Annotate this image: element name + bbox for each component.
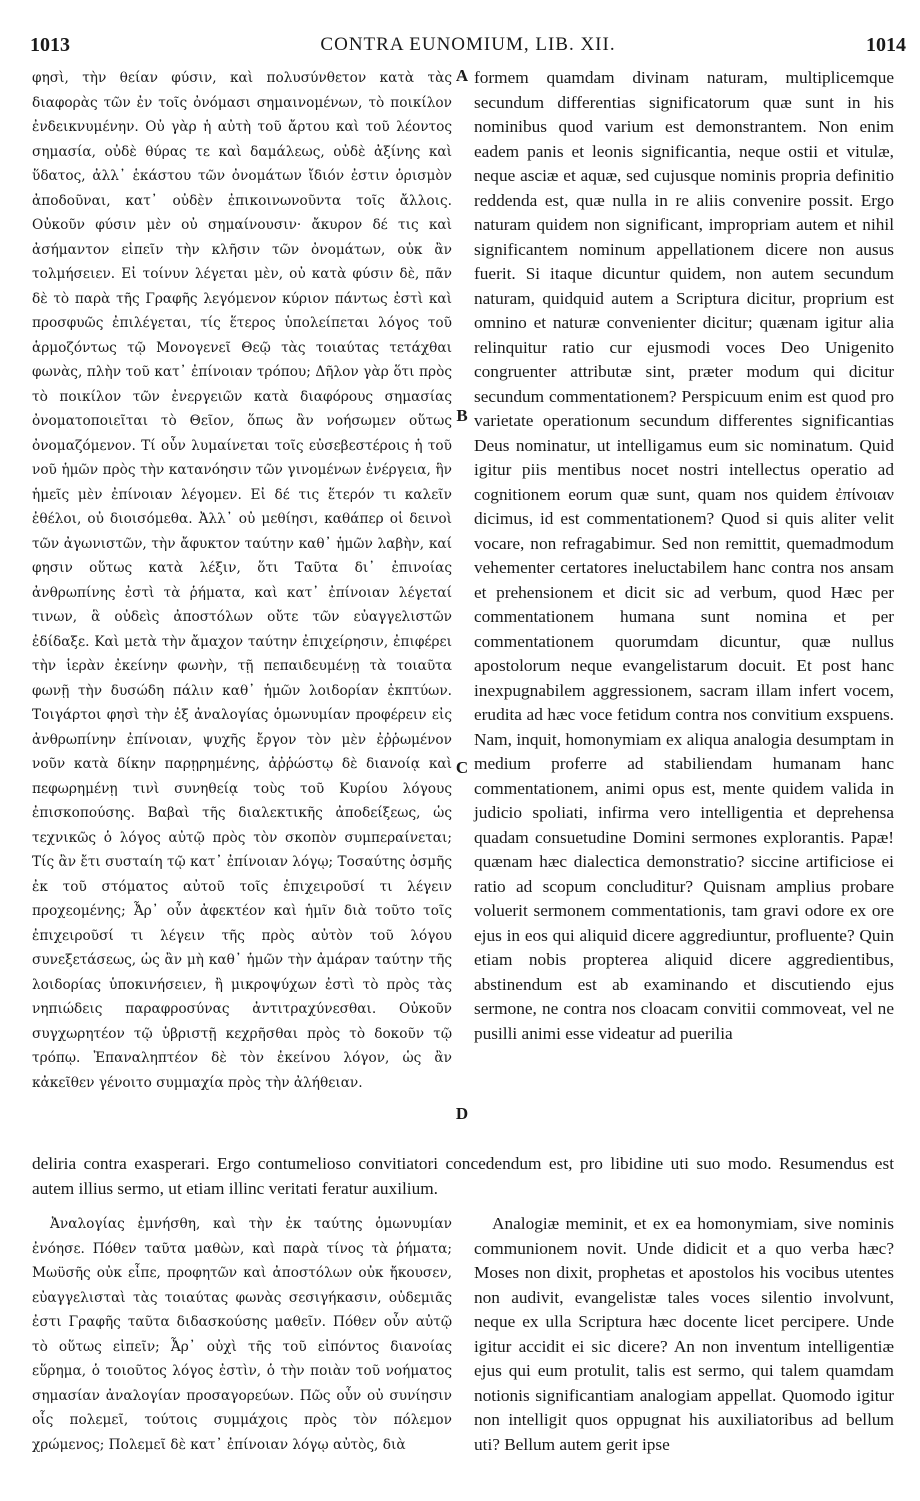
greek-column-bottom xyxy=(32,1212,452,1457)
spanning-paragraph: deliria contra exasperari. Ergo contumelioso convitiatori concedendum est, pro libidine uti suo modo. Resumendus est autem illius sermo, ut etiam illinc veritati feratur auxilium. xyxy=(32,1154,894,1198)
greek-paragraph-bottom: Ἀναλογίας ἐμνήσθη, καὶ τὴν ἐκ ταύτης ὁμωνυμίαν ἐνόησε. Πόθεν ταῦτα μαθὼν, καὶ παρὰ τίνος τὰ ῥήματα; Μωϋσῆς οὐκ εἶπε, προφητῶν καὶ ἀποστόλων οὐκ ἤκουσεν, εὐαγγελισταὶ τὰς τοιαύτας φωνὰς σεσιγήκασιν, οὐδεμιᾶς ἐστι Γραφῆς ταῦτα διδασκούσης μαθεῖν. Πόθεν οὖν αὐτῷ τὸ οὕτως εἰπεῖν; Ἆρ᾽ οὐχὶ τῆς τοῦ εἰπόντος διανοίας εὕρημα, ὁ τοιοῦτος λόγος ἐστὶν, ὁ τὴν ποιὰν τοῦ νοήματος σημασίαν ἀναλογίαν προσαγορεύων. Πῶς οὖν οὐ συνίησιν οἷς πολεμεῖ, τούτοις συμμάχοις πρὸς τὸν πόλεμον χρώμενος; Πολεμεῖ δὲ κατ᾽ ἐπίνοιαν λόγῳ αὐτὸς, διὰ xyxy=(32,1216,452,1453)
running-header xyxy=(30,34,906,62)
margin-marker-a: A xyxy=(455,66,469,85)
left-page-number: 1013 xyxy=(30,34,70,56)
latin-column-top xyxy=(474,66,894,1046)
latin-paragraph-bottom: Analogiæ meminit, et ex ea homonymiam, sive nominis communionem novit. Unde didicit et a quo verba hæc? Moses non dixit, prophetas et apostolos his vocibus utentes non audivit, evangelistæ tales voces silentio involvunt, neque ex ulla Scriptura hæc docente licet percipere. Unde igitur accidit ei sic dicere? An non inventum intelligentiæ ejus qui eum protulit, talis est sermo, qui talem quamdam notionis significantiam analogiam appellat. Quomodo igitur non intelligit quos oppugnat his auxiliatoribus ad bellum uti? Bellum autem gerit ipse xyxy=(474,1214,894,1454)
margin-marker-b: B xyxy=(456,406,468,425)
spanning-latin-text xyxy=(32,1152,894,1201)
running-title: CONTRA EUNOMIUM, LIB. XII. xyxy=(320,34,616,55)
margin-marker-c: C xyxy=(455,758,469,777)
right-page-number: 1014 xyxy=(866,34,906,56)
greek-column-top xyxy=(32,66,452,1095)
greek-paragraph: φησὶ, τὴν θείαν φύσιν, καὶ πολυσύνθετον κατὰ τὰς διαφορὰς τῶν ἐν τοῖς ὀνόμασι σημαινομένων, τὸ ποικίλον ἐνδεικνυμένην. Οὐ γὰρ ἡ αὐτὴ τοῦ ἄρτου καὶ τοῦ λέοντος σημασία, οὐδὲ θύρας τε καὶ δαμάλεως, οὐδὲ ἀξίνης καὶ ὕδατος, ἀλλ᾽ ἑκάστου τῶν ὀνομάτων ἴδιόν ἐστιν ὁρισμὸν ἀποδοῦναι, κατ᾽ οὐδὲν ἐπικοινωνοῦντα τοῖς ἄλλοις. Οὐκοῦν φύσιν μὲν οὐ σημαίνουσιν· ἄκυρον δέ τις καὶ ἀσήμαντον εἰπεῖν τὴν κλῆσιν τῶν ὀνομάτων, οὐκ ἂν τολμήσειεν. Εἰ τοίνυν λέγεται μὲν, οὐ κατὰ φύσιν δὲ, πᾶν δὲ τὸ παρὰ τῆς Γραφῆς λεγόμενον κύριον πάντως ἐστὶ καὶ προσφυῶς ἐπιλέγεται, τίς ἕτερος ὑπολείπεται λόγος τοῦ ἁρμοζόντως τῷ Μονογενεῖ Θεῷ τὰς τοιαύτας τετάχθαι φωνὰς, πλὴν τοῦ κατ᾽ ἐπίνοιαν τρόπου; Δῆλον γὰρ ὅτι πρὸς τὸ ποικίλον τῶν ἐνεργειῶν κατὰ διαφόρους σημασίας ὀνοματοποιεῖται τὸ Θεῖον, ὅπως ἂν νοήσωμεν οὕτως ὀνομαζόμενον. Τί οὖν λυμαίνεται τοῖς εὐσεβεστέροις ἡ τοῦ νοῦ ἡμῶν πρὸς τὴν κατανόησιν τῶν γινομένων ἐνέργεια, ἣν ἡμεῖς μὲν ἐπίνοιαν λέγομεν. Εἰ δέ τις ἕτερόν τι καλεῖν ἐθέλοι, οὐ διοισόμεθα. Ἀλλ᾽ οὐ μεθίησι, καθάπερ οἱ δεινοὶ τῶν ἀγωνιστῶν, τὴν ἄφυκτον ταύτην καθ᾽ ἡμῶν λαβὴν, καί φησιν οὕτως κατὰ λέξιν, ὅτι Ταῦτα δι᾽ ἐπινοίας ἀνθρωπίνης ἐστὶ τὰ ῥήματα, καὶ κατ᾽ ἐπίνοιαν λέγεταί τινων, ἃ οὐδεὶς ἀποστόλων οὔτε τῶν εὐαγγελιστῶν ἐδίδαξε. Καὶ μετὰ τὴν ἄμαχον ταύτην ἐπιχείρησιν, ἐπιφέρει τὴν ἱερὰν ἐκείνην φωνὴν, τῇ πεπαιδευμένῃ τὰ τοιαῦτα φωνῇ τὴν δυσώδη πάλιν καθ᾽ ἡμῶν λοιδορίαν ἐκπτύων. Τοιγάρτοι φησὶ τὴν ἐξ ἀναλογίας ὁμωνυμίαν προφέρειν εἰς ἀνθρωπίνην ἐπίνοιαν, ψυχῆς ἔργον τὸν μὲν ἐῤῥωμένον νοῦν κατὰ δίκην παρῃρημένης, ἀῤῥώστῳ δὲ διανοίᾳ καὶ πεφωρημένῃ τινὶ συνηθείᾳ τοὺς τοῦ Κυρίου λόγους ἐπισκοπούσης. Βαβαὶ τῆς διαλεκτικῆς ἀποδείξεως, ὡς τεχνικῶς ὁ λόγος αὐτῷ πρὸς τὸν σκοπὸν συμπεραίνεται; Τίς ἂν ἔτι συσταίη τῷ κατ᾽ ἐπίνοιαν λόγῳ; Τοσαύτης ὀσμῆς ἐκ τοῦ στόματος αὐτοῦ τοῖς ἐπιχειροῦσί τι λέγειν προχεομένης; Ἆρ᾽ οὖν ἀφεκτέον καὶ ἡμῖν διὰ τοῦτο τοῖς ἐπιχειροῦσί τι λέγειν τῆς πρὸς αὐτὸν τοῦ λόγου συνεξετάσεως, ὡς ἂν μὴ καθ᾽ ἡμῶν τὴν ἀμάραν ταύτην τῆς λοιδορίας ὑποκινήσειεν, ἢ μικροψύχων ἐστὶ τὸ πρὸς τὰς νηπιώδεις παραφροσύνας ἀντιτραχύνεσθαι. Οὐκοῦν συγχωρητέον τῷ ὑβριστῇ κεχρῆσθαι πρὸς τὸ δοκοῦν τῷ τρόπῳ. Ἐπαναληπτέον δὲ τὸν ἐκείνου λόγον, ὡς ἂν κἀκεῖθεν γένοιτο συμμαχία πρὸς τὴν ἀλήθειαν. xyxy=(32,70,452,1091)
latin-paragraph: formem quamdam divinam naturam, multiplicemque secundum differentias significatorum quæ sunt in his nominibus quod varium est demonstrantem. Non enim eadem panis et leonis significantia, neque ostii et vitulæ, neque asciæ et aquæ, sed cujusque nominis propria definitio reddenda est, quæ nulla in re aliis convenire possit. Ergo naturam quidem non significant, impropriam autem et nihil significantem nominum appellationem dicere non ausus fuerit. Si itaque dicuntur quidem, non autem secundum naturam, quidquid autem a Scriptura dicitur, proprium est omnino et naturæ convenienter dicitur; quænam igitur alia relinquitur ratio cur ejusmodi voces Deo Unigenito congruenter attributæ sint, præter modum qui dicitur secundum commentationem? Perspicuum enim est quod pro varietate operationum secundum differentes significantias Deus nominatur, ut intelligamus eum sic nominatum. Quid igitur piis mentibus nocet nostri intellectus operatio ad cognitionem eorum quæ sunt, quam nos quidem ἐπίνοιαν dicimus, id est commentationem? Quod si quis aliter velit vocare, non refragabimur. Sed non remittit, quemadmodum vehementer certatores ineluctabilem hanc contra nos ansam et prehensionem et dicit sic ad verbum, quod Hæc per commentationem humana sunt nomina et per commentationem quorumdam dicuntur, quæ nullus apostolorum neque evangelistarum docuit. Et post hanc inexpugnabilem aggressionem, sacram illam infert vocem, erudita ad hæc voce fetidum contra nos convitium exspuens. Nam, inquit, homonymiam ex aliqua analogia desumptam in medium proferre ad stabiliendam humanam hanc commentationem, animi opus est, mente quidem valida in judicio spoliati, infirma vero intelligentia et deprehensa quadam consuetudine Domini sermones explorantis. Papæ! quænam hæc dialectica demonstratio? siccine artificiose ei ratio ad scopum concluditur? Quisnam amplius probare voluerit sermonem commentationis, tam gravi odore ex ore ejus in eos qui aliquid dicere aggrediuntur, profluente? Quin etiam nobis propterea aliquid dicere aggredientibus, abstinendum est ab examinando et discutiendo ejus sermone, ne contra nos cloacam convitii commoveat, vel ne pusilli animi esse videatur ad puerilia xyxy=(474,68,894,1043)
latin-column-bottom xyxy=(474,1212,894,1457)
margin-marker-d: D xyxy=(455,1104,469,1123)
